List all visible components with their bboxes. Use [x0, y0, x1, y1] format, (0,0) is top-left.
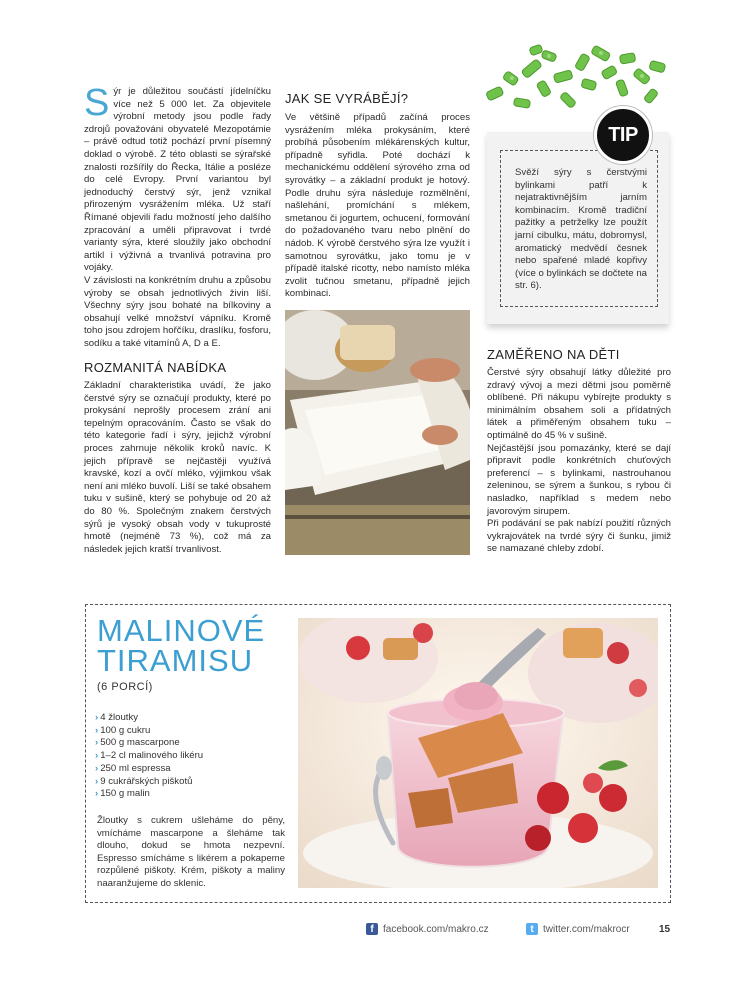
ingredient-item: › 9 cukrářských piškotů — [95, 776, 203, 789]
kids-paragraph-2: Nejčastější jsou pomazánky, které se dají připravit podle konkrétních chuťových preferencí – s bylinkami, nastrouhanou zeleninou, se sýrem a šunkou, s rybou či nasladko, například s medem nebo javorovým sirupem. — [487, 442, 671, 517]
drop-cap: S — [84, 82, 110, 124]
tip-dashed-frame — [500, 150, 658, 307]
intro-paragraph-2: V závislosti na konkrétním druhu a způsobu výroby se obsah jednotlivých živin liší. Všechny sýry jsou bohaté na bílkoviny a obsahují velké množství vápníku. Kromě toho jsou zdrojem hořčíku, draslíku, fosforu, sodíku a také vitamínů A, D a E. — [84, 274, 271, 349]
tip-text: Svěží sýry s čerstvými bylinkami patří k nejatraktivnějším jarním kombinacím. Kromě tradiční pažitky a petrželky lze použít jarní cibulku, mátu, dobromysl, aromatický medvědí česnek nebo spařené mladé kopřivy (více o bylinkách se dočtete na str. 6). — [515, 167, 647, 292]
ingredient-item: › 150 g malin — [95, 788, 203, 801]
tip-badge: TIP — [594, 106, 652, 164]
recipe-title — [97, 613, 266, 678]
tiramisu-illustration — [298, 618, 658, 888]
making-column — [285, 112, 470, 301]
recipe-method: Žloutky s cukrem ušleháme do pěny, vmícháme mascarpone a šleháme tak dlouho, dokud se hmota nezpevní. Espresso smícháme s likérem a pokapeme rozpůlené piškoty. Krém, piškoty a maliny naaranžujeme do sklenic. — [97, 815, 285, 889]
cheese-making-photo — [285, 310, 470, 555]
recipe-portions: (6 PORCÍ) — [97, 681, 153, 693]
tip-box — [487, 132, 669, 324]
ingredient-item: › 250 ml espressa — [95, 763, 203, 776]
twitter-icon: t — [526, 923, 538, 935]
recipe-title-line-1: MALINOVÉ — [97, 613, 266, 648]
recipe-title-line-2: TIRAMISU — [97, 643, 254, 678]
ingredient-item: › 1–2 cl malinového likéru — [95, 750, 203, 763]
ingredient-item: › 4 žloutky — [95, 712, 203, 725]
ingredient-item: › 500 g mascarpone — [95, 737, 203, 750]
ingredient-list — [95, 712, 203, 801]
facebook-url: facebook.com/makro.cz — [383, 923, 489, 935]
variety-text: Základní charakteristika uvádí, že jako čerstvé sýry se označují produkty, které po prokysání neprošly procesem zrání ani tepelným opracováním. Často se však do této kategorie řadí i sýry, jejichž výrobní proces zahrnuje několik kroků navíc. K jejich přípravě se nejčastěji využívá kravské, kozí a ovčí mléko, výjimkou však není ani mléko buvolí. Liší se také obsahem tuku v sušině, který se pohybuje od 20 až do 80 %. Společným znakem čerstvých sýrů je vysoký obsah vody v tukuprosté hmotě (nejméně 73 %), což má za následek jejich kratší trvanlivost. — [84, 380, 271, 555]
page-number: 15 — [659, 923, 671, 935]
heading-making: JAK SE VYRÁBĚJÍ? — [285, 91, 409, 106]
twitter-link[interactable] — [526, 922, 630, 936]
heading-kids: ZAMĚŘENO NA DĚTI — [487, 347, 620, 362]
facebook-icon: f — [366, 923, 378, 935]
intro-paragraph-1: Sýr je důležitou součástí jídelníčku více než 5 000 let. Za objevitele výrobní metody jsou podle řady zdrojů považováni obyvatelé Mezopotámie – právě odtud totiž pochází první písemný doklad o výrobě. Z této oblasti se sýrařské znalosti rozšířily do Řecka, Itálie a posléze do celé Evropy. První variantou byl jednoduchý čerstvý sýr, jenž vznikal přirozeným vysrážením mléka. Už staří Římané objevili řadu možností jeho dalšího zpracování a uměli připravovat i tvrdé varianty sýra, které sloužily jako obchodní artikl i výživná a trvanlivá potravina pro vojáky. — [84, 82, 271, 274]
kids-paragraph-3: Při podávání se pak nabízí použití různých vykrajovátek na tvrdé sýry či šunku, jimiž se namazané chleby zdobí. — [487, 518, 671, 555]
facebook-link[interactable] — [366, 922, 489, 936]
kids-paragraph-1: Čerstvé sýry obsahují látky důležité pro zdravý vývoj a mezi dětmi jsou poměrně oblíbené. Při nákupu vybírejte produkty s minimálním obsahem soli a přídatných látek a přiměřeným obsahem tuku – optimálně do 45 % v sušině. — [487, 367, 671, 441]
variety-column — [84, 380, 271, 556]
cheese-making-illustration — [285, 310, 470, 555]
intro-column — [84, 82, 271, 350]
tiramisu-photo — [298, 618, 658, 888]
ingredient-item: › 100 g cukru — [95, 725, 203, 738]
making-text: Ve většině případů začíná proces vysrážením mléka prokysáním, které probíhá působením mlékárenských kultur, případně syřidla. Poté dochází k mechanickému oddělení sýrového zrna od syrovátky – a základní produkt je hotový. Podle druhu sýra následuje rozmělnění, našlehání, promíchání s mlékem, smetanou či jogurtem, ochucení, formování do požadovaného tvaru nebo plnění do nádob. K výrobě čerstvého sýra lze využít i samotnou syrovátku, jako tomu je v případě italské ricotty, nebo namísto mléka zvolit tučnou smetanu, případně jejich kombinaci. — [285, 112, 470, 300]
kids-column — [487, 367, 671, 556]
heading-variety: ROZMANITÁ NABÍDKA — [84, 360, 227, 375]
twitter-url: twitter.com/makrocr — [543, 923, 630, 935]
